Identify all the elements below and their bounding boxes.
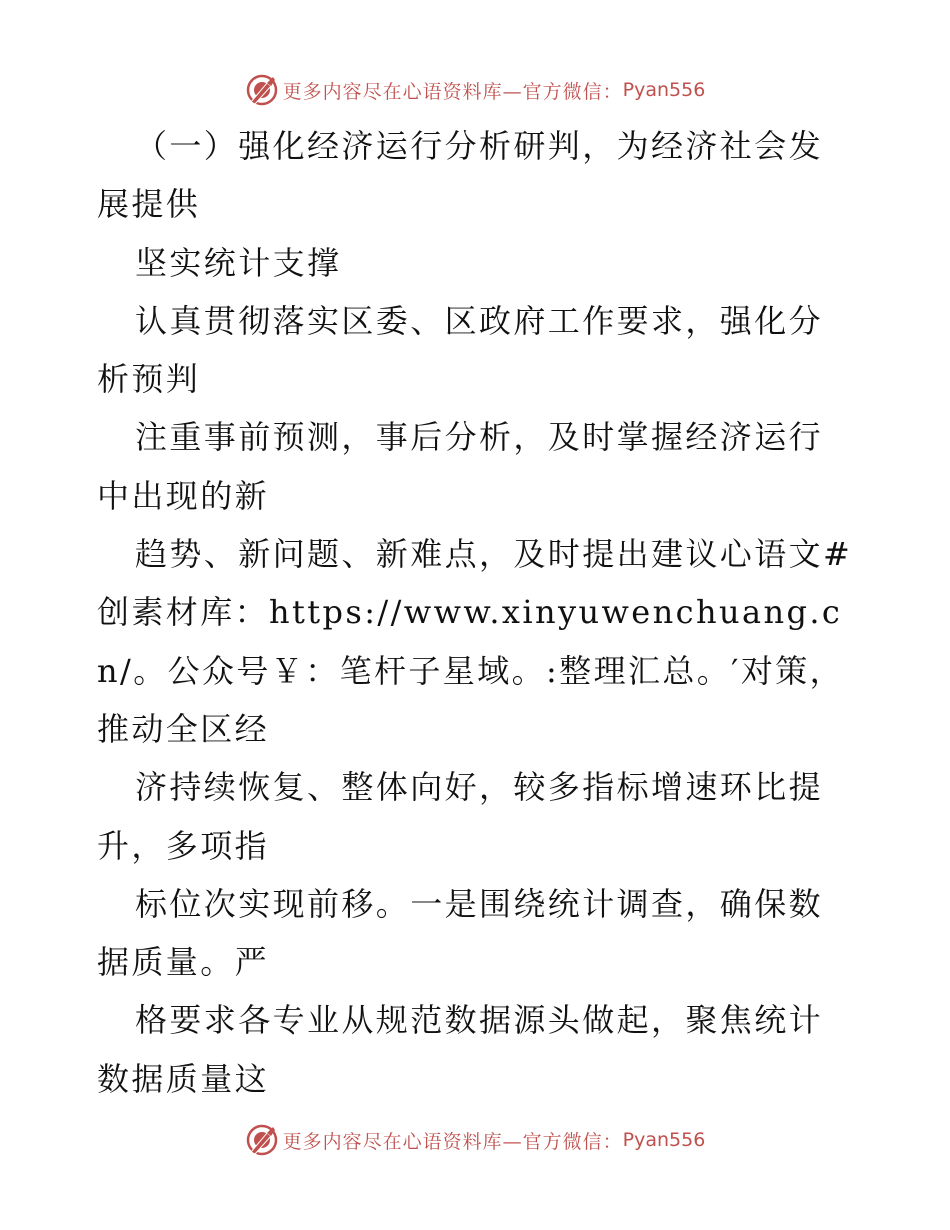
footer-watermark-banner <box>0 1122 950 1158</box>
paragraph: 济持续恢复、整体向好，较多指标增速环比提升，多项指 <box>97 768 824 865</box>
paragraph: 注重事前预测，事后分析，及时掌握经济运行中出现的新 <box>97 418 824 515</box>
banner-handle: Pyan556 <box>622 1129 706 1151</box>
paragraph: 坚实统计支撑 <box>135 243 342 282</box>
banner-text: 更多内容尽在心语资料库—官方微信： <box>282 80 623 103</box>
banner-handle: Pyan556 <box>622 79 706 101</box>
paragraph: 趋势、新问题、新难点，及时提出建议心语文#创素材库：https://www.xinyuwenchuang.cn/。公众号￥：笔杆子星域。:整理汇总。′对策，推动全区经 <box>97 535 853 748</box>
paragraph: （一）强化经济运行分析研判，为经济社会发展提供 <box>97 127 824 224</box>
paragraph: 标位次实现前移。一是围绕统计调查，确保数据质量。严 <box>97 884 824 982</box>
pen-circle-logo-icon <box>245 73 279 107</box>
paragraph: 格要求各专业从规范数据源头做起，聚焦统计数据质量这 <box>97 1001 824 1098</box>
document-body <box>97 117 857 1108</box>
paragraph: 认真贯彻落实区委、区政府工作要求，强化分析预判 <box>97 301 824 399</box>
header-watermark-banner <box>0 72 950 108</box>
pen-circle-logo-icon <box>245 1123 279 1157</box>
banner-text: 更多内容尽在心语资料库—官方微信： <box>282 1130 623 1153</box>
